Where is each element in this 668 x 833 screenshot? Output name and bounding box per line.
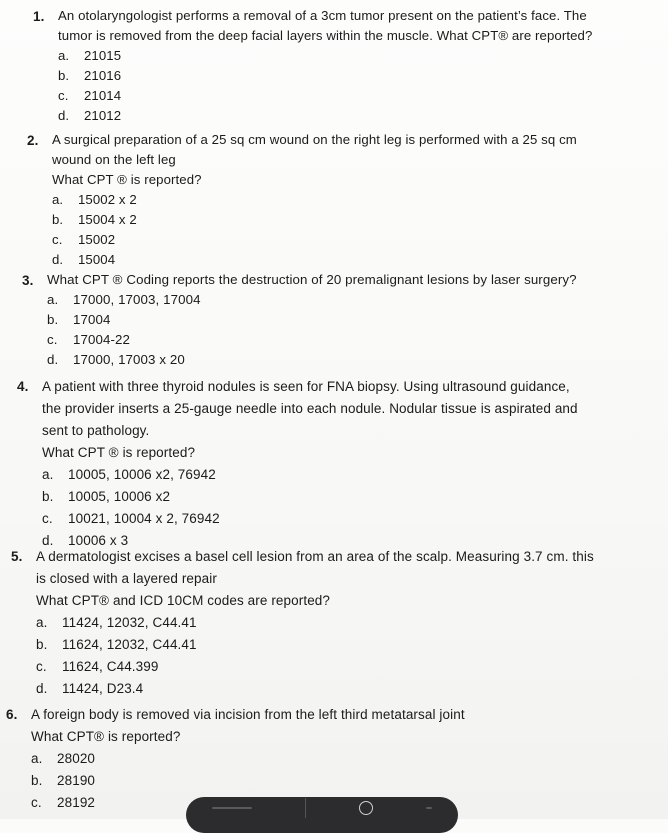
question-5 bbox=[11, 546, 594, 700]
question-text-line: What CPT ® is reported? bbox=[42, 445, 196, 460]
question-text-line: A surgical preparation of a 25 sq cm wound on the right leg is performed with a 25 sq cm bbox=[52, 132, 577, 147]
option-text: 21016 bbox=[84, 68, 122, 83]
option-letter: c. bbox=[52, 232, 63, 247]
option-letter: a. bbox=[36, 615, 48, 630]
option-list bbox=[52, 190, 577, 270]
option-text: 15004 bbox=[78, 252, 116, 267]
question-text-line: An otolaryngologist performs a removal of a 3cm tumor present on the patient’s face. The bbox=[58, 8, 587, 23]
option-text: 10005, 10006 x2 bbox=[68, 489, 171, 504]
option-letter: c. bbox=[31, 795, 42, 810]
option-item bbox=[58, 66, 592, 86]
option-text: 17004 bbox=[73, 312, 111, 327]
option-letter: b. bbox=[52, 212, 64, 227]
option-letter: d. bbox=[47, 352, 59, 367]
option-list bbox=[47, 290, 577, 370]
question-text-line: What CPT ® Coding reports the destruction of 20 premalignant lesions by laser surgery? bbox=[47, 272, 577, 287]
option-item bbox=[31, 770, 465, 792]
option-text: 11424, D23.4 bbox=[62, 681, 144, 696]
question-text-line: tumor is removed from the deep facial layers within the muscle. What CPT® are reported? bbox=[58, 28, 593, 43]
question-3 bbox=[22, 270, 577, 370]
option-item bbox=[47, 350, 577, 370]
option-item bbox=[52, 230, 577, 250]
option-letter: b. bbox=[36, 637, 48, 652]
question-number: 6. bbox=[6, 707, 18, 722]
option-letter: d. bbox=[42, 533, 54, 548]
option-text: 21012 bbox=[84, 108, 122, 123]
question-text-line: What CPT® is reported? bbox=[31, 729, 181, 744]
option-letter: a. bbox=[47, 292, 59, 307]
option-item bbox=[36, 634, 594, 656]
option-letter: d. bbox=[58, 108, 70, 123]
page-indicator-icon[interactable] bbox=[212, 807, 252, 809]
option-item bbox=[36, 612, 594, 634]
option-text: 11424, 12032, C44.41 bbox=[62, 615, 197, 630]
option-letter: a. bbox=[42, 467, 54, 482]
question-text-line: What CPT ® is reported? bbox=[52, 172, 202, 187]
option-list bbox=[58, 46, 592, 126]
option-item bbox=[52, 210, 577, 230]
option-letter: a. bbox=[52, 192, 64, 207]
option-letter: d. bbox=[52, 252, 64, 267]
option-text: 21014 bbox=[84, 88, 122, 103]
question-text-line: A foreign body is removed via incision from the left third metatarsal joint bbox=[31, 707, 465, 722]
option-item bbox=[58, 46, 592, 66]
option-letter: c. bbox=[47, 332, 58, 347]
option-text: 17004-22 bbox=[73, 332, 130, 347]
option-item bbox=[47, 310, 577, 330]
option-text: 28192 bbox=[57, 795, 96, 810]
toolbar-divider bbox=[305, 798, 306, 818]
option-text: 21015 bbox=[84, 48, 122, 63]
option-item bbox=[47, 290, 577, 310]
option-letter: c. bbox=[58, 88, 69, 103]
question-text-line: is closed with a layered repair bbox=[36, 571, 217, 586]
option-item bbox=[36, 678, 594, 700]
option-letter: a. bbox=[31, 751, 43, 766]
option-text: 28190 bbox=[57, 773, 96, 788]
option-item bbox=[42, 508, 578, 530]
option-item bbox=[58, 86, 592, 106]
option-item bbox=[36, 656, 594, 678]
option-text: 28020 bbox=[57, 751, 96, 766]
question-2 bbox=[27, 130, 577, 270]
option-list bbox=[36, 612, 594, 700]
question-text-line: A patient with three thyroid nodules is seen for FNA biopsy. Using ultrasound guidance, bbox=[42, 379, 570, 394]
option-text: 17000, 17003, 17004 bbox=[73, 292, 201, 307]
question-number: 2. bbox=[27, 133, 39, 148]
option-letter: b. bbox=[47, 312, 59, 327]
option-item bbox=[58, 106, 592, 126]
option-item bbox=[31, 748, 465, 770]
option-text: 10021, 10004 x 2, 76942 bbox=[68, 511, 220, 526]
option-letter: a. bbox=[58, 48, 70, 63]
question-text-line: A dermatologist excises a basel cell lesion from an area of the scalp. Measuring 3.7 cm. this bbox=[36, 549, 594, 564]
question-1 bbox=[33, 6, 592, 126]
option-item bbox=[42, 486, 578, 508]
question-number: 3. bbox=[22, 273, 34, 288]
option-item bbox=[47, 330, 577, 350]
option-text: 11624, 12032, C44.41 bbox=[62, 637, 197, 652]
menu-icon[interactable] bbox=[426, 807, 432, 809]
option-item bbox=[42, 464, 578, 486]
question-text-line: the provider inserts a 25-gauge needle into each nodule. Nodular tissue is aspirated and bbox=[42, 401, 578, 416]
question-number: 5. bbox=[11, 549, 23, 564]
option-letter: b. bbox=[42, 489, 54, 504]
zoom-icon[interactable] bbox=[359, 801, 373, 815]
option-item bbox=[52, 190, 577, 210]
question-number: 4. bbox=[17, 379, 29, 394]
option-text: 15004 x 2 bbox=[78, 212, 137, 227]
question-4 bbox=[17, 376, 578, 552]
option-list bbox=[42, 464, 578, 552]
question-text-line: What CPT® and ICD 10CM codes are reported? bbox=[36, 593, 331, 608]
option-letter: d. bbox=[36, 681, 48, 696]
option-text: 17000, 17003 x 20 bbox=[73, 352, 185, 367]
option-letter: c. bbox=[36, 659, 47, 674]
question-text-line: sent to pathology. bbox=[42, 423, 150, 438]
viewer-toolbar[interactable] bbox=[186, 797, 458, 833]
question-number: 1. bbox=[33, 9, 45, 24]
option-letter: b. bbox=[31, 773, 43, 788]
option-text: 10005, 10006 x2, 76942 bbox=[68, 467, 216, 482]
option-letter: b. bbox=[58, 68, 70, 83]
option-text: 15002 bbox=[78, 232, 116, 247]
question-text-line: wound on the left leg bbox=[52, 152, 176, 167]
option-text: 10006 x 3 bbox=[68, 533, 129, 548]
option-item bbox=[52, 250, 577, 270]
option-letter: c. bbox=[42, 511, 53, 526]
option-text: 11624, C44.399 bbox=[62, 659, 159, 674]
option-text: 15002 x 2 bbox=[78, 192, 137, 207]
